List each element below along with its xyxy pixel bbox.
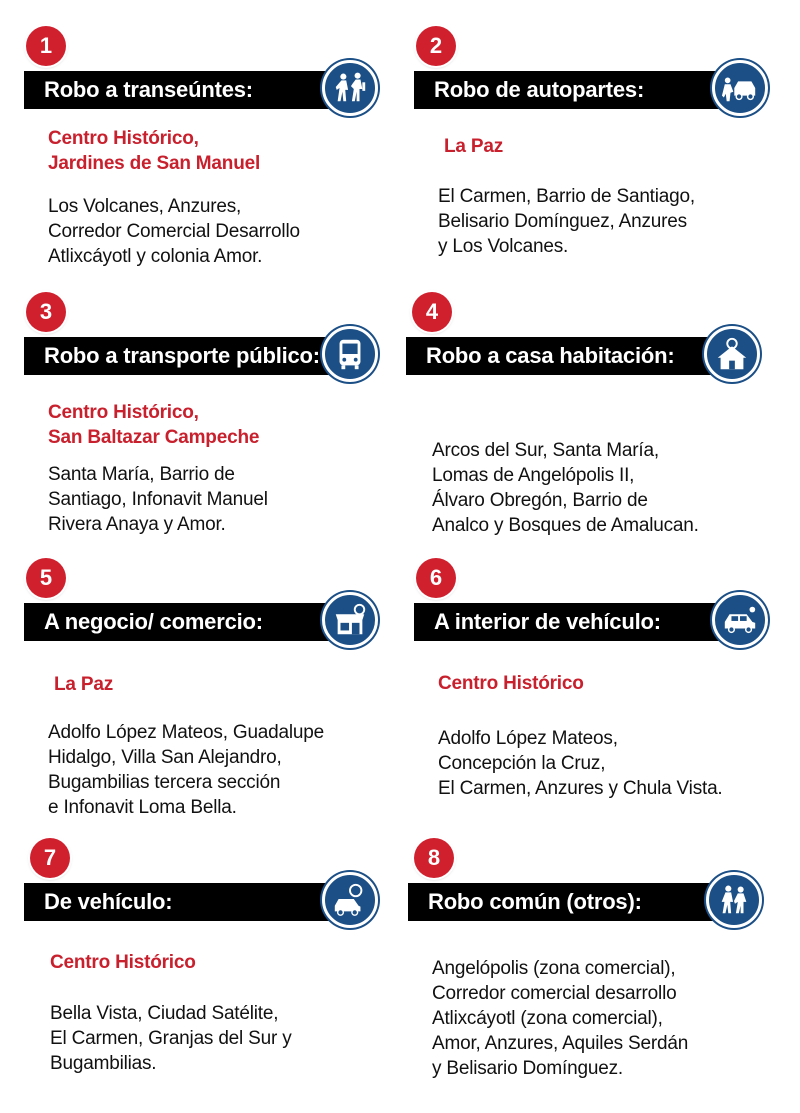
number-badge: 6 [416,558,456,598]
card-2 [414,26,774,296]
category-title: A interior de vehículo: [414,603,734,641]
autoparts-robbery-icon [712,60,768,116]
car-theft-icon [322,872,378,928]
highlight-line: Jardines de San Manuel [48,153,261,174]
highlight-line: Centro Histórico [50,952,196,973]
highlight-zones [48,126,260,176]
zone-line: y Belisario Domínguez. [432,1058,623,1079]
category-title: Robo a casa habitación: [406,337,726,375]
category-title: Robo a transeúntes: [24,71,344,109]
zones-list [432,438,699,538]
category-title: De vehículo: [24,883,344,921]
number-badge: 7 [30,838,70,878]
number-badge: 5 [26,558,66,598]
zones-list [48,194,300,269]
zone-line: Los Volcanes, Anzures, [48,196,242,217]
zone-line: Atlixcáyotl (zona comercial), [432,1008,663,1029]
highlight-zones [50,950,196,975]
card-8 [408,838,768,1108]
highlight-zones [438,671,584,696]
number-badge: 3 [26,292,66,332]
zone-line: Angelópolis (zona comercial), [432,958,676,979]
zone-line: Atlixcáyotl y colonia Amor. [48,246,263,267]
category-title: Robo de autopartes: [414,71,734,109]
card-5 [24,558,384,828]
category-title: Robo común (otros): [408,883,728,921]
category-title: Robo a transporte público: [24,337,344,375]
house-icon [704,326,760,382]
zones-list [50,1001,292,1076]
highlight-line: Centro Histórico [438,673,584,694]
store-icon [322,592,378,648]
card-3 [24,292,384,562]
card-6 [414,558,774,828]
zone-line: Analco y Bosques de Amalucan. [432,515,699,536]
zone-line: Concepción la Cruz, [438,753,606,774]
zone-line: Corredor Comercial Desarrollo [48,221,300,242]
zones-list [432,956,688,1081]
zone-line: Santa María, Barrio de [48,464,235,485]
highlight-line: Centro Histórico, [48,128,199,149]
number-badge: 2 [416,26,456,66]
zone-line: e Infonavit Loma Bella. [48,797,237,818]
zone-line: El Carmen, Barrio de Santiago, [438,186,695,207]
card-4 [406,292,766,562]
zone-line: Corredor comercial desarrollo [432,983,677,1004]
zone-line: Bella Vista, Ciudad Satélite, [50,1003,279,1024]
zones-list [48,720,324,820]
pedestrian-robbery-icon [322,60,378,116]
zone-line: Santiago, Infonavit Manuel [48,489,268,510]
zone-line: El Carmen, Anzures y Chula Vista. [438,778,723,799]
highlight-line: La Paz [444,136,503,157]
zones-list [48,462,268,537]
number-badge: 8 [414,838,454,878]
car-interior-icon [712,592,768,648]
bus-icon [322,326,378,382]
zone-line: y Los Volcanes. [438,236,569,257]
zone-line: Adolfo López Mateos, [438,728,618,749]
zone-line: Belisario Domínguez, Anzures [438,211,687,232]
category-title: A negocio/ comercio: [24,603,344,641]
zone-line: Amor, Anzures, Aquiles Serdán [432,1033,689,1054]
zones-list [438,184,695,259]
zone-line: El Carmen, Granjas del Sur y [50,1028,292,1049]
number-badge: 1 [26,26,66,66]
highlight-line: San Baltazar Campeche [48,427,260,448]
highlight-line: La Paz [54,674,113,695]
card-7 [24,838,384,1108]
zone-line: Bugambilias tercera sección [48,772,281,793]
zone-line: Adolfo López Mateos, Guadalupe [48,722,325,743]
zone-line: Hidalgo, Villa San Alejandro, [48,747,282,768]
highlight-line: Centro Histórico, [48,402,199,423]
zone-line: Lomas de Angelópolis II, [432,465,635,486]
zone-line: Bugambilias. [50,1053,157,1074]
number-badge: 4 [412,292,452,332]
card-1 [24,26,384,296]
highlight-zones [444,134,503,159]
zones-list [438,726,723,801]
highlight-zones [48,400,259,450]
common-robbery-icon [706,872,762,928]
zone-line: Álvaro Obregón, Barrio de [432,490,648,511]
zone-line: Arcos del Sur, Santa María, [432,440,659,461]
zone-line: Rivera Anaya y Amor. [48,514,226,535]
highlight-zones [54,672,113,697]
